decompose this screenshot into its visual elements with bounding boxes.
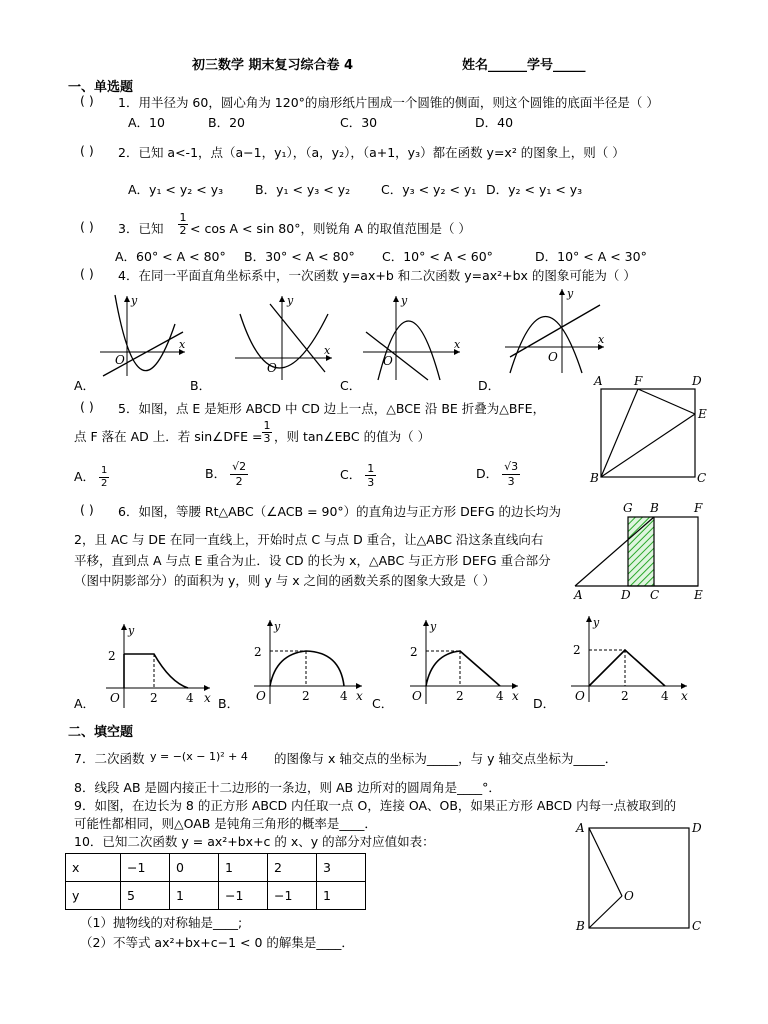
q4a-origin: O [115,353,125,367]
q5-option-a-frac [99,465,109,490]
q6-line3: 平移，直到点 A 与点 E 重合为止．设 CD 的长为 x，△ABC 与正方形 DEFG 重合部分 [74,553,551,568]
q6c-x-label: x [512,689,519,703]
q10-table [65,853,366,910]
q4b-origin: O [267,361,277,375]
q6c-x-tick1: 2 [456,689,464,703]
q5-option-d [476,460,520,489]
q3-text-before: 3．已知 [118,221,164,236]
q3-fraction [178,212,188,237]
q4-option-a: A． [74,378,96,393]
q6b-y-tick: 2 [254,645,262,659]
q6a-origin: O [110,691,120,705]
table-cell: −1 [268,882,317,910]
table-cell: 5 [121,882,170,910]
q5-label-c: C [697,471,707,484]
q2-option-a: A．y₁ < y₂ < y₃ [128,182,224,197]
q4-option-b: B． [190,378,212,393]
q4d-x-label: x [598,333,605,346]
q6c-y-label: y [430,620,437,633]
q5-option-b [205,460,248,489]
q9-line2: 可能性都相同，则△OAB 是钝角三角形的概率是____． [74,816,377,831]
q9-label-a: A [576,821,585,835]
q5-bracket: ( ) [80,399,94,414]
q4-graph-d [500,285,610,375]
q4-bracket: ( ) [80,266,94,281]
name-id-field: 姓名______学号_____ [462,58,586,73]
q5-option-c-frac [365,462,376,489]
q5-option-c-label: C． [340,467,362,482]
q4d-origin: O [548,350,558,364]
q2-text: 2．已知 a<-1，点（a−1，y₁），（a，y₂），（a+1，y₃）都在函数 y=x² 的图象上，则（ ） [118,145,625,160]
q5-option-b-frac [230,460,248,489]
q3-option-d: D．10° < A < 30° [535,249,647,264]
q6a-x-tick1: 2 [150,691,158,705]
q6d-y-label: y [593,616,600,629]
q6d-x-tick1: 2 [621,689,629,703]
q10-sub1: （1）抛物线的对称轴是____; [80,915,243,930]
q5-line1: 5．如图，点 E 是矩形 ABCD 中 CD 边上一点，△BCE 沿 BE 折叠为△BFE， [118,401,546,416]
q6d-x-tick2: 4 [661,689,669,703]
q3-option-c: C．10° < A < 60° [382,249,493,264]
q2-bracket: ( ) [80,143,94,158]
table-cell: −1 [219,882,268,910]
q7-text-before: 7．二次函数 [74,751,145,766]
q4c-origin: O [383,354,393,368]
q1-option-a: A．10 [128,115,165,130]
q3-frac-den: 2 [179,224,187,237]
q3-frac-num: 1 [179,211,187,224]
q6c-y-tick: 2 [410,645,418,659]
q6-option-d: D． [533,696,556,711]
q5-line2-before: 点 F 落在 AD 上．若 sin∠DFE = [74,429,263,444]
q6-graph-d [555,612,695,704]
q7-text-after: 的图像与 x 轴交点的坐标为_____，与 y 轴交点坐标为_____． [274,751,618,766]
q5-fraction [262,420,272,445]
q6-label-g: G [623,501,633,515]
q6-graph-a [88,620,218,710]
q5-option-c-num: 1 [367,462,375,475]
q6-label-e: E [694,588,703,602]
q6d-origin: O [575,689,585,703]
q9-label-o: O [624,889,634,903]
table-header-x: x [66,854,121,882]
q5-line2-after: ，则 tan∠EBC 的值为（ ） [274,429,431,444]
q6-option-c: C． [372,696,394,711]
q6-line1: 6．如图，等腰 Rt△ABC（∠ACB = 90°）的直角边与正方形 DEFG 的边长均为 [118,504,562,519]
section-single-choice: 一、单选题 [68,80,134,95]
q5-option-a [74,465,109,490]
q6a-y-tick: 2 [108,649,116,663]
q9-figure [572,818,707,934]
table-cell: 3 [317,854,366,882]
table-cell: 2 [268,854,317,882]
q6-label-d: D [621,588,631,602]
q3-option-a: A．60° < A < 80° [115,249,226,264]
q5-label-d: D [692,374,702,388]
q6b-origin: O [256,689,266,703]
q5-label-a: A [594,374,603,388]
q5-frac-num: 1 [263,419,271,432]
q4a-y-label: y [131,294,138,307]
q6c-x-tick2: 4 [496,689,504,703]
q10-sub2: （2）不等式 ax²+bx+c−1 < 0 的解集是____． [80,935,354,950]
table-row [66,882,366,910]
q1-option-b: B．20 [208,115,245,130]
q5-option-a-den: 2 [101,478,108,489]
table-cell: 1 [170,882,219,910]
q9-line1: 9．如图，在边长为 8 的正方形 ABCD 内任取一点 O，连接 OA、OB，如果正方形 ABCD 内每一点被取到的 [74,798,677,813]
q6-label-b: B [650,501,659,515]
q6b-x-tick2: 4 [340,689,348,703]
q4-graph-a [95,290,195,378]
q4-option-d: D． [478,378,501,393]
q4d-y-label: y [567,287,574,300]
q5-option-a-label: A． [74,469,96,484]
q6-label-f: F [694,501,703,515]
q5-option-d-frac [502,460,520,489]
table-cell: 0 [170,854,219,882]
page-title: 初三数学 期末复习综合卷 4 [192,58,354,73]
table-row [66,854,366,882]
q5-option-c [340,462,376,489]
table-cell: 1 [219,854,268,882]
q5-option-d-den: 3 [507,475,515,488]
q6-line2: 2，且 AC 与 DE 在同一直线上，开始时点 C 与点 D 重合，让△ABC 沿这条直线向右 [74,532,544,547]
q1-option-c: C．30 [340,115,378,130]
q6-bracket: ( ) [80,502,94,517]
q6-option-a: A． [74,696,96,711]
q5-frac-den: 3 [263,432,271,445]
q4c-y-label: y [401,294,408,307]
q6b-x-tick1: 2 [302,689,310,703]
q5-label-b: B [590,471,599,484]
q8-text: 8．线段 AB 是圆内接正十二边形的一条边，则 AB 边所对的圆周角是____°． [74,780,501,795]
q5-option-b-num: √2 [232,460,247,473]
q9-label-c: C [692,919,702,933]
q4a-x-label: x [179,338,186,351]
q4b-x-label: x [324,344,331,357]
q6c-origin: O [412,689,422,703]
q6-graph-c [396,616,526,706]
q6d-x-label: x [681,689,688,703]
q5-option-d-num: √3 [504,460,519,473]
q10-text: 10．已知二次函数 y = ax²+bx+c 的 x、y 的部分对应值如表： [74,834,435,849]
q1-bracket: ( ) [80,93,94,108]
q6-graph-b [240,616,370,706]
q4-graph-c [358,292,468,382]
q5-figure [588,372,713,484]
q5-label-e: E [698,407,707,421]
table-header-y: y [66,882,121,910]
q2-option-b: B．y₁ < y₃ < y₂ [255,182,351,197]
q5-option-c-den: 3 [367,476,375,489]
q6a-x-tick2: 4 [186,691,194,705]
q4-text: 4．在同一平面直角坐标系中，一次函数 y=ax+b 和二次函数 y=ax²+bx 的图象可能为（ ） [118,268,636,283]
q7-formula: y = −(x − 1)² + 4 [150,750,248,763]
q4-option-c: C． [340,378,362,393]
q4b-y-label: y [287,294,294,307]
q1-text: 1．用半径为 60，圆心角为 120°的扇形纸片围成一个圆锥的侧面，则这个圆锥的底面半径是（ ） [118,95,659,110]
q5-option-d-label: D． [476,466,499,481]
q6a-x-label: x [204,691,211,705]
q4c-x-label: x [454,338,461,351]
table-cell: −1 [121,854,170,882]
q6b-y-label: y [274,620,281,633]
q6-label-a: A [574,588,583,602]
q9-label-b: B [576,919,585,933]
table-cell: 1 [317,882,366,910]
q6a-y-label: y [128,624,135,637]
q2-option-c: C．y₃ < y₂ < y₁ [381,182,477,197]
q3-option-b: B．30° < A < 80° [244,249,355,264]
q3-text-after: < cos A < sin 80°，则锐角 A 的取值范围是（ ） [190,221,471,236]
q4-graph-b [230,292,340,382]
q6-label-c: C [650,588,660,602]
q5-option-a-num: 1 [101,465,108,476]
section-fill-blank: 二、填空题 [68,725,134,740]
q5-label-f: F [634,374,643,388]
q2-option-d: D．y₂ < y₁ < y₃ [486,182,583,197]
q9-label-d: D [692,821,702,835]
q6-figure [570,497,705,602]
q3-bracket: ( ) [80,219,94,234]
q1-option-d: D．40 [475,115,514,130]
q5-option-b-den: 2 [235,475,243,488]
q6d-y-tick: 2 [573,643,581,657]
q6b-x-label: x [356,689,363,703]
q5-option-b-label: B． [205,466,227,481]
q6-option-b: B． [218,696,240,711]
q6-line4: （图中阴影部分）的面积为 y，则 y 与 x 之间的函数关系的图象大致是（ ） [74,573,496,588]
